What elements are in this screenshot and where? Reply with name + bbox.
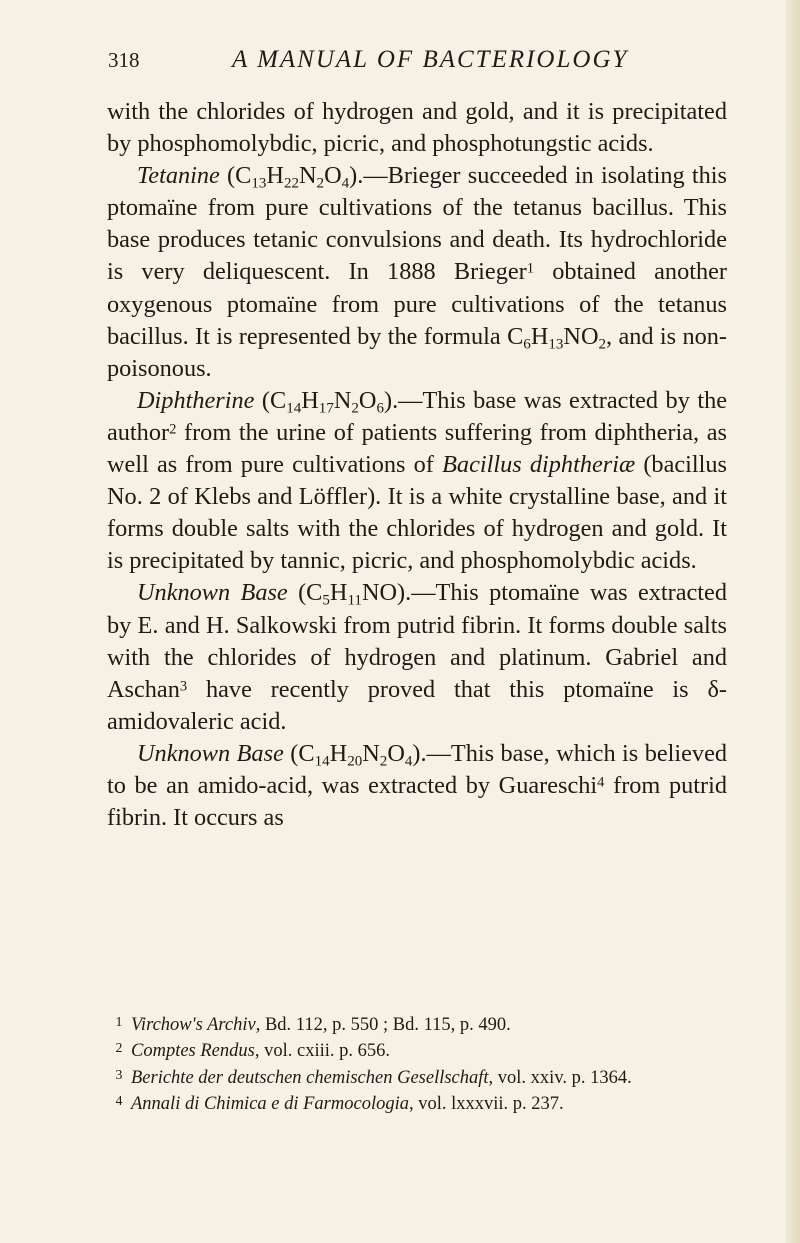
running-title: A MANUAL OF BACTERIOLOGY bbox=[232, 46, 629, 73]
paragraph-continuation: with the chlorides of hydrogen and gold, and it is precipitated by phosphomolybdic, picric, and phosphotungstic acids. bbox=[107, 98, 727, 158]
entry-name: Unknown Base bbox=[137, 579, 288, 607]
footnote-ref[interactable]: 3 bbox=[179, 678, 188, 695]
footnote: 4 Annali di Chimica e di Farmocologia, vol. lxxxvii. p. 237. bbox=[107, 1090, 727, 1116]
footnote-ref[interactable]: 4 bbox=[597, 774, 605, 791]
footnote-mark: 1 bbox=[115, 1015, 123, 1030]
footnote-source: Berichte der deutschen chemischen Gesellschaft bbox=[131, 1068, 489, 1089]
body-text bbox=[107, 96, 727, 834]
entry-name: Unknown Base bbox=[137, 739, 284, 767]
footnote-ref[interactable]: 2 bbox=[169, 421, 177, 438]
chemical-formula: $C_6H_{13}NO_2$ bbox=[507, 322, 607, 353]
chemical-formula: $(C_{14}H_{17}N_2O_6)$. bbox=[254, 386, 399, 417]
entry-name: Diphtherine bbox=[137, 386, 255, 414]
footnote: 2 Comptes Rendus, vol. cxiii. p. 656. bbox=[107, 1037, 727, 1063]
footnote-mark: 2 bbox=[115, 1041, 123, 1057]
footnote-source: Comptes Rendus bbox=[131, 1041, 255, 1062]
entry-name: Tetanine bbox=[137, 162, 220, 190]
footnote-mark: 3 bbox=[115, 1067, 123, 1083]
paragraph-diphtherine: Diphtherine $(C_{14}H_{17}N_2O_6).—This$ base was extracted by the author$^2$ from the urine of patients suffering from diphtheria, as well as from pure cultivations of Bacillus diphtheriæ (bacillus No. 2 of Klebs and Löffler). It is a white crystalline base, and it forms double salts with the chlorides of hydrogen and gold. It is precipitated by tannic, picric, and phosphomolybdic acids. bbox=[107, 386, 728, 575]
footnote-source: Annali di Chimica e di Farmocologia bbox=[131, 1094, 409, 1115]
chemical-formula: $(C_5H_{11}NO)$. bbox=[287, 579, 412, 609]
paragraph-tetanine: Tetanine $(C_{13}H_{22}N_2O_4).—Brieger$ succeeded in isolating this ptomaïne from pure cultivations of the tetanus bacillus. This base produces tetanic convulsions and death. Its hydrochloride is very deliquescent. In 1888 Brieger$^1$ obtained another oxygenous ptomaïne from pure cultivations of the tetanus bacillus. It is represented by the formula $C_6H_{13}NO_2$, and is non-poisonous. bbox=[107, 162, 728, 382]
footnote-source: Virchow's Archiv bbox=[131, 1015, 256, 1036]
chemical-formula: $(C_{13}H_{22}N_2O_4)$. bbox=[219, 162, 364, 192]
footnotes bbox=[107, 1011, 727, 1117]
page-header bbox=[108, 46, 728, 82]
page-edge bbox=[786, 0, 800, 1243]
paragraph-unknown-base-2: Unknown Base $(C_{14}H_{20}N_2O_4).—This$ base, which is believed to be an amido-acid, was extracted by Guareschi$^4$ from putrid fibrin. It occurs as bbox=[107, 739, 728, 832]
footnote: 1 Virchow's Archiv, Bd. 112, p. 550 ; Bd. 115, p. 490. bbox=[107, 1011, 727, 1037]
footnote-mark: 4 bbox=[115, 1094, 123, 1110]
paragraph-unknown-base-1: Unknown Base $(C_5H_{11}NO).—This$ ptomaïne was extracted by E. and H. Salkowski from putrid fibrin. It forms double salts with the chlorides of hydrogen and platinum. Gabriel and Aschan$^3$ have recently proved that this ptomaïne is δ-amidovaleric acid. bbox=[107, 579, 727, 735]
footnote: 3 Berichte der deutschen chemischen Gesellschaft, vol. xxiv. p. 1364. bbox=[107, 1064, 727, 1090]
footnote-ref[interactable]: 1 bbox=[526, 260, 535, 277]
page-number: 318 bbox=[108, 48, 140, 72]
species-name: Bacillus diphtheriæ bbox=[442, 451, 636, 479]
chemical-formula: $(C_{14}H_{20}N_2O_4)$. bbox=[283, 739, 427, 770]
